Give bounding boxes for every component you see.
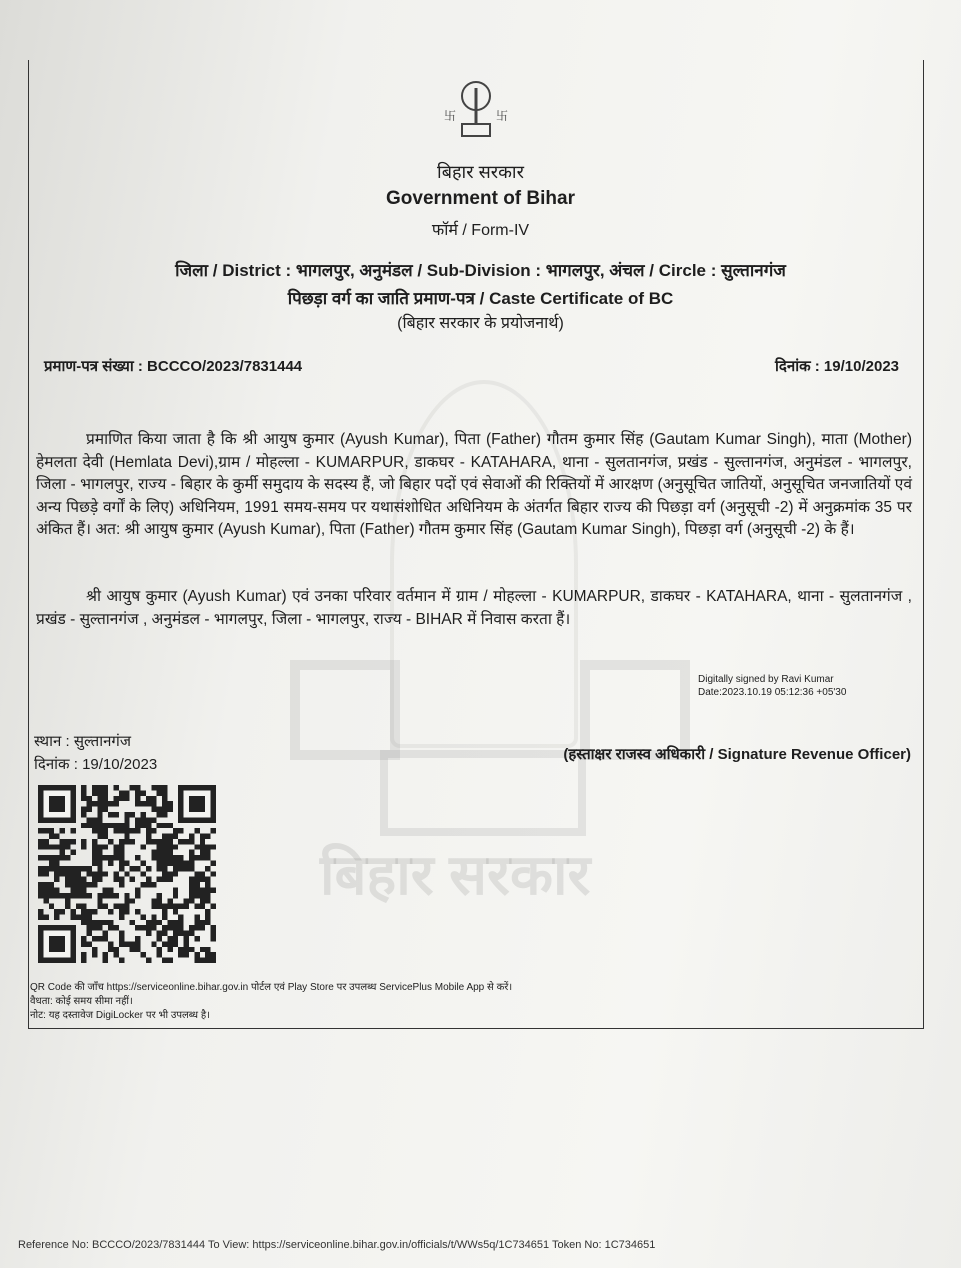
qr-code [38, 785, 216, 963]
validity-note: वैधता: कोई समय सीमा नहीं। [30, 996, 133, 1007]
watermark-text: बिहार सरकार [320, 843, 591, 906]
govt-english: Government of Bihar [386, 188, 575, 209]
location-line: जिला / District : भागलपुर, अनुमंडल / Sub-Division : भागलपुर, अंचल / Circle : सुल्तानगंज [175, 261, 786, 280]
svg-text:卐: 卐 [496, 109, 509, 123]
certificate-number: प्रमाण-पत्र संख्या : BCCCO/2023/7831444 [44, 358, 303, 375]
govt-hindi: बिहार सरकार [437, 162, 524, 182]
svg-text:卐: 卐 [444, 109, 457, 123]
certificate-date: दिनांक : 19/10/2023 [775, 358, 899, 375]
issue-date: दिनांक : 19/10/2023 [34, 756, 158, 773]
reference-footer: Reference No: BCCCO/2023/7831444 To View: https://serviceonline.bihar.gov.in/officials/t/WWs5q/1C734651 Token No: 1C734651 [18, 1239, 656, 1251]
certificate-title: पिछड़ा वर्ग का जाति प्रमाण-पत्र / Caste Certificate of BC [287, 289, 674, 308]
digital-signature-date: Date:2023.10.19 05:12:36 +05'30 [698, 687, 847, 698]
residence-paragraph: श्री आयुष कुमार (Ayush Kumar) एवं उनका परिवार वर्तमान में ग्राम / मोहल्ला - KUMARPUR, डाकघर - KATAHARA, थाना - सुलतानगंज , प्रखंड - सुल्तानगंज , अनुमंडल - भागलपुर, जिला - भागलपुर, राज्य - BIHAR में निवास करता हैं। [36, 588, 912, 628]
digital-signature-name: Digitally signed by Ravi Kumar [698, 674, 834, 685]
certificate-purpose: (बिहार सरकार के प्रयोजनार्थ) [397, 315, 564, 332]
qr-check-note: QR Code की जाँच https://serviceonline.bihar.gov.in पोर्टल एवं Play Store पर उपलब्ध ServicePlus Mobile App से करें। [30, 982, 513, 993]
digilocker-note: नोट: यह दस्तावेज DigiLocker पर भी उपलब्ध है। [30, 1010, 210, 1021]
signature-officer: (हस्ताक्षर राजस्व अधिकारी / Signature Revenue Officer) [563, 746, 911, 763]
form-number: फॉर्म / Form-IV [431, 222, 530, 239]
bihar-emblem-logo [440, 78, 512, 140]
certificate-body-paragraph: प्रमाणित किया जाता है कि श्री आयुष कुमार (Ayush Kumar), पिता (Father) गौतम कुमार सिंह (Gautam Kumar Singh), माता (Mother) हेमलता देवी (Hemlata Devi),ग्राम / मोहल्ला - KUMARPUR, डाकघर - KATAHARA, थाना - सुलतानगंज, प्रखंड - सुल्तानगंज, अनुमंडल - भागलपुर, जिला - भागलपुर, राज्य - बिहार के कुर्मी समुदाय के सदस्य हैं, जो बिहार पदों एवं सेवाओं की रिक्तियों में आरक्षण (अनुसूचित जातियों, अनुसूचित जनजातियों एवं अन्य पिछड़े वर्गों के लिए) अधिनियम, 1991 समय-समय पर यथासंशोधित अधिनियम के अंतर्गत बिहार राज्य की पिछड़ा वर्ग (अनुसूची -2) में अनुक्रमांक 35 पर अंकित हैं। अत: श्री आयुष कुमार (Ayush Kumar), पिता (Father) गौतम कुमार सिंह (Gautam Kumar Singh), पिछड़ा वर्ग (अनुसूची -2) के हैं। [36, 431, 912, 539]
place: स्थान : सुल्तानगंज [34, 733, 131, 750]
